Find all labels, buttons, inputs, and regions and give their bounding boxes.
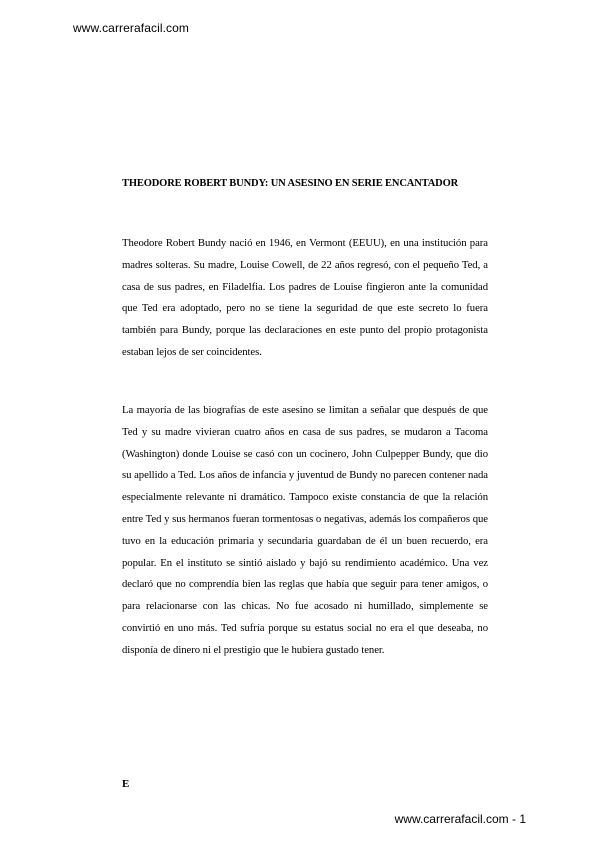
paragraph-2: La mayoría de las biografías de este asesino se limitan a señalar que después de que Ted y su madre vivieran cuatro años en casa de sus padres, se mudaron a Tacoma (Washington) donde Louise se casó con un cocinero, John Culpepper Bundy, que dio su apellido a Ted. Los años de infancia y juventud de Bundy no parecen contener nada especialmente relevante ni dramático. Tampoco existe constancia de que la relación entre Ted y sus hermanos fueran tormentosas o negativas, además los compañeros que tuvo en la educación primaria y secundaria guardaban de él un buen recuerdo, era popular. En el instituto se sintió aislado y bajó su rendimiento académico. Una vez declaró que no comprendía bien las reglas que había que seguir para tener amigos, o para relacionarse con las chicas. No fue acosado ni humillado, simplemente se convirtió en uno más. Ted sufría porque su estatus social no era el que deseaba, no disponía de dinero ni el prestigio que le hubiera gustado tener. (122, 404, 488, 656)
document-title: THEODORE ROBERT BUNDY: UN ASESINO EN SERIE ENCANTADOR (122, 178, 459, 189)
paragraph-1: Theodore Robert Bundy nació en 1946, en Vermont (EEUU), en una institución para madres solteras. Su madre, Louise Cowell, de 22 años regresó, con el pequeño Ted, a casa de sus padres, en Filadelfia. Los padres de Louise fingieron ante la comunidad que Ted era adoptado, pero no se tiene la seguridad de que este secreto lo fuera también para Bundy, porque las declaraciones en este punto del propio protagonista estaban lejos de ser coincidentes. (122, 237, 488, 358)
site-url-footer: www.carrerafacil.com - 1 (394, 812, 526, 826)
page-letter: E (122, 778, 130, 790)
site-url-header: www.carrerafacil.com (73, 21, 190, 35)
